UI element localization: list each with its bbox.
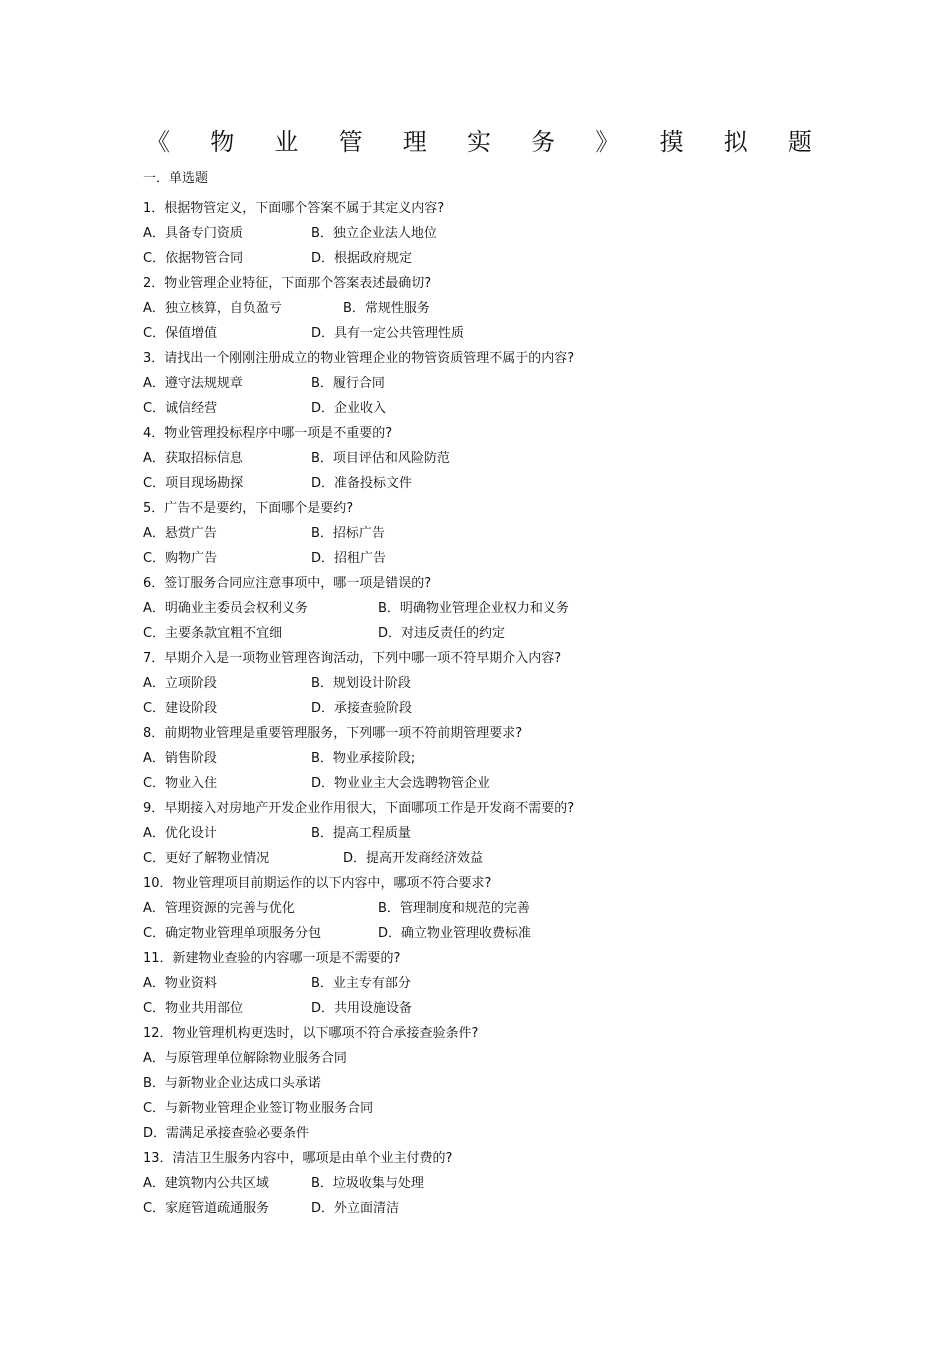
option-row [143,1071,863,1096]
option-row [143,921,863,946]
answer-option: C．保值增值 [143,326,218,341]
answer-option: B．物业承接阶段; [311,751,416,766]
answer-option: A．独立核算，自负盈亏 [143,301,282,316]
answer-option: C．主要条款宜粗不宜细 [143,626,283,641]
option-row [143,996,863,1021]
option-row [143,596,863,621]
answer-option: D．需满足承接查验必要条件 [143,1126,310,1141]
answer-option: A．获取招标信息 [143,451,243,466]
document-title [146,124,812,160]
answer-option: D．物业业主大会选聘物管企业 [311,776,491,791]
answer-option: B．项目评估和风险防范 [311,451,450,466]
title-char: 》 [595,128,620,156]
title-char: 拟 [723,128,748,156]
answer-option: D．招租广告 [311,551,387,566]
option-row [143,546,863,571]
answer-option: B．提高工程质量 [311,826,411,841]
option-row [143,321,863,346]
answer-option: A．物业资料 [143,976,217,991]
answer-option: B．常规性服务 [343,301,430,316]
answer-option: C．项目现场勘探 [143,476,244,491]
section-heading: 一．单选题 [143,171,209,186]
answer-option: D．企业收入 [311,401,387,416]
option-row [143,471,863,496]
question-item [143,346,863,421]
answer-option: A．优化设计 [143,826,217,841]
answer-option: D．外立面清洁 [311,1201,400,1216]
question-text: 4．物业管理投标程序中哪一项是不重要的? [143,426,393,441]
option-row [143,521,863,546]
answer-option: A．销售阶段 [143,751,217,766]
question-text: 3．请找出一个刚刚注册成立的物业管理企业的物管资质管理不属于的内容? [143,351,575,366]
answer-option: B．垃圾收集与处理 [311,1176,424,1191]
answer-option: B．明确物业管理企业权力和义务 [378,601,569,616]
answer-option: C．建设阶段 [143,701,218,716]
title-char: 《 [146,128,170,156]
option-row [143,1171,863,1196]
question-item [143,271,863,346]
question-text: 2．物业管理企业特征，下面那个答案表述最确切? [143,276,432,291]
answer-option: B．业主专有部分 [311,976,411,991]
answer-option: C．物业共用部位 [143,1001,244,1016]
question-list [143,196,863,1221]
option-row [143,846,863,871]
option-row [143,671,863,696]
answer-option: C．诚信经营 [143,401,218,416]
title-char: 摸 [659,128,684,156]
answer-option: D．准备投标文件 [311,476,413,491]
question-text: 9．早期接入对房地产开发企业作用很大，下面哪项工作是开发商不需要的? [143,801,575,816]
option-row [143,1096,863,1121]
title-char: 物 [210,128,235,156]
option-row [143,1046,863,1071]
answer-option: C．与新物业管理企业签订物业服务合同 [143,1101,374,1116]
answer-option: D．确立物业管理收费标准 [378,926,532,941]
answer-option: A．与原管理单位解除物业服务合同 [143,1051,347,1066]
answer-option: B．与新物业企业达成口头承诺 [143,1076,321,1091]
question-item [143,496,863,571]
question-text: 7．早期介入是一项物业管理咨询活动，下列中哪一项不符早期介入内容? [143,651,562,666]
answer-option: A．具备专门资质 [143,226,243,241]
option-row [143,246,863,271]
answer-option: C．物业入住 [143,776,218,791]
question-item [143,571,863,646]
title-char: 管 [338,128,363,156]
answer-option: B．招标广告 [311,526,385,541]
option-row [143,821,863,846]
option-row [143,746,863,771]
answer-option: D．具有一定公共管理性质 [311,326,465,341]
answer-option: C．家庭管道疏通服务 [143,1201,270,1216]
title-char: 理 [402,128,427,156]
answer-option: A．建筑物内公共区域 [143,1176,269,1191]
question-text: 12．物业管理机构更迭时，以下哪项不符合承接查验条件? [143,1026,479,1041]
answer-option: C．确定物业管理单项服务分包 [143,926,322,941]
question-text: 13．清洁卫生服务内容中，哪项是由单个业主付费的? [143,1151,453,1166]
question-text: 10．物业管理项目前期运作的以下内容中，哪项不符合要求? [143,876,492,891]
option-row [143,446,863,471]
option-row [143,896,863,921]
answer-option: D．共用设施设备 [311,1001,413,1016]
option-row [143,296,863,321]
answer-option: A．立项阶段 [143,676,217,691]
title-char: 业 [274,128,299,156]
option-row [143,371,863,396]
option-row [143,1121,863,1146]
option-row [143,771,863,796]
answer-option: B．独立企业法人地位 [311,226,437,241]
answer-option: B．规划设计阶段 [311,676,411,691]
option-row [143,221,863,246]
option-row [143,1196,863,1221]
answer-option: A．悬赏广告 [143,526,217,541]
answer-option: A．管理资源的完善与优化 [143,901,295,916]
title-char: 题 [787,128,812,156]
question-item [143,946,863,1021]
answer-option: A．遵守法规规章 [143,376,243,391]
option-row [143,971,863,996]
question-text: 5．广告不是要约，下面哪个是要约? [143,501,354,516]
title-char: 务 [531,128,556,156]
question-item [143,796,863,871]
answer-option: D．根据政府规定 [311,251,413,266]
answer-option: A．明确业主委员会权利义务 [143,601,308,616]
answer-option: B．履行合同 [311,376,385,391]
question-item [143,196,863,271]
question-item [143,1021,863,1146]
question-item [143,871,863,946]
option-row [143,396,863,421]
answer-option: C．购物广告 [143,551,218,566]
question-item [143,421,863,496]
question-item [143,646,863,721]
question-text: 1．根据物管定义，下面哪个答案不属于其定义内容? [143,201,445,216]
answer-option: D．提高开发商经济效益 [343,851,484,866]
option-row [143,696,863,721]
option-row [143,621,863,646]
answer-option: C．依据物管合同 [143,251,244,266]
question-text: 8．前期物业管理是重要管理服务，下列哪一项不符前期管理要求? [143,726,523,741]
title-char: 实 [466,128,491,156]
question-text: 6．签订服务合同应注意事项中，哪一项是错误的? [143,576,432,591]
answer-option: D．对违反责任的约定 [378,626,506,641]
question-text: 11．新建物业查验的内容哪一项是不需要的? [143,951,401,966]
answer-option: D．承接查验阶段 [311,701,413,716]
question-item [143,1146,863,1221]
answer-option: C．更好了解物业情况 [143,851,270,866]
answer-option: B．管理制度和规范的完善 [378,901,530,916]
question-item [143,721,863,796]
